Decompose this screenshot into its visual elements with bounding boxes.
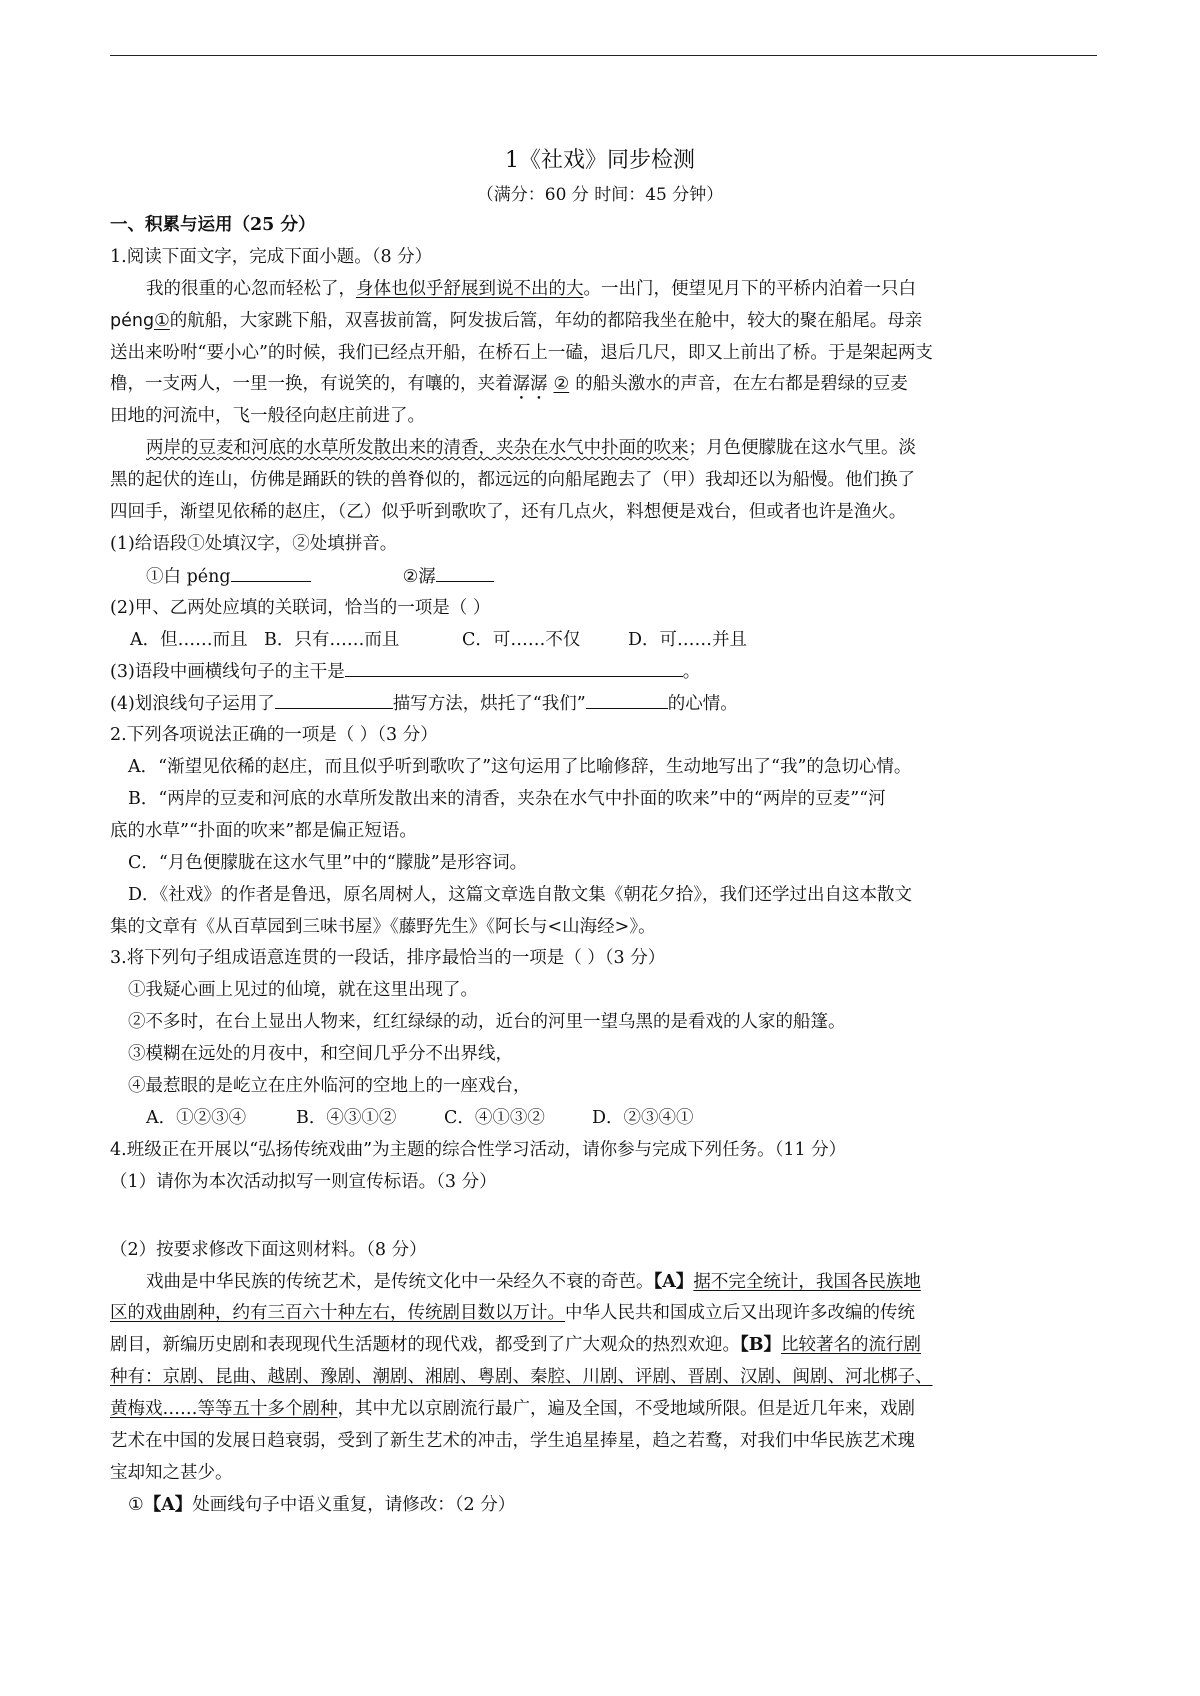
option-b-cont: 底的水草”“扑面的吹来”都是偏正短语。 [110,820,417,841]
question-text: (3)语段中画横线句子的主干是 [110,662,345,683]
passage-line [110,369,1098,401]
material-text: ，其中尤以京剧流行最广，遍及全国，不受地域所限。但是近几年来，戏剧 [337,1399,915,1420]
page-title: 1《社戏》同步检测 [505,148,695,173]
answer-blank[interactable] [436,561,494,582]
underlined-sentence: 比较著名的流行剧 [781,1335,922,1356]
answer-blank[interactable] [231,561,311,582]
option-d-cont: 集的文章有《从百草园到三味书屋》《藤野先生》《阿长与<山海经>》。 [110,916,656,937]
passage-line: 田地的河流中，飞一般径向赵庄前进了。 [110,406,425,427]
pinyin-text: péng [110,310,155,331]
options-line [110,625,1098,657]
header-rule [110,55,1097,56]
options-line [110,1103,1098,1135]
underlined-sentence: 黄梅戏……等等五十多个剧种 [110,1399,338,1420]
passage-line: 黑的起伏的连山，仿佛是踊跃的铁的兽脊似的，都远远的向船尾跑去了（甲）我却还以为船慢。他们换了 [110,470,915,491]
answer-blank[interactable] [275,688,393,709]
question-3: 3.将下列句子组成语意连贯的一段话，排序最恰当的一项是（ ）（3 分） [110,948,666,969]
answer-blank[interactable] [586,688,668,709]
answer-line [110,561,1098,593]
answer-space[interactable] [110,1199,1098,1235]
task-number: ① [128,1494,144,1515]
blank-marker-1: ① [154,310,170,331]
dotted-character: 潺潺 [512,374,548,395]
sentence-item: ②不多时，在台上显出人物来，红红绿绿的动，近台的河里一望乌黑的是看戏的人家的船篷。 [128,1012,846,1033]
sub-question-3 [110,656,1098,688]
task-text: 处画线句子中语义重复，请修改：（2 分） [192,1494,516,1515]
passage-text: 的航船，大家跳下船，双喜拔前篙，阿发拔后篙，年幼的都陪我坐在舱中，较大的聚在船尾。母亲 [169,310,923,331]
material-line: 宝却知之甚少。 [110,1462,233,1483]
material-line [110,1298,1098,1330]
option-a[interactable]: A．“渐望见依稀的赵庄，而且似乎听到歌吹了”这句运用了比喻修辞，生动地写出了“我”的急切心情。 [128,757,912,778]
option-b[interactable]: B．“两岸的豆麦和河底的水草所发散出来的清香，夹杂在水气中扑面的吹来”中的“两岸的豆麦”“河 [128,789,886,810]
passage-line [110,274,1098,306]
passage-line [110,433,1098,465]
tag-a: 【A】 [653,1271,694,1292]
sentence-item: ④最惹眼的是屹立在庄外临河的空地上的一座戏台， [128,1076,531,1097]
question-text: 描写方法，烘托了“我们” [392,694,586,715]
material-text: 中华人民共和国成立后又出现许多改编的传统 [565,1303,915,1324]
blank-marker-2: ② [553,374,570,395]
passage-line: 送出来吩咐“要小心”的时候，我们已经点开船，在桥石上一磕，退后几尺，即又上前出了桥。于是架起两支 [110,342,933,363]
passage-text: 。一出门，便望见月下的平桥内泊着一只白 [583,278,916,299]
answer-blank[interactable] [345,656,683,677]
sub-question-1: (1)给语段①处填汉字，②处填拼音。 [110,533,398,554]
question-text: 的心情。 [667,694,738,715]
material-line [110,1394,1098,1426]
material-text: 戏曲是中华民族的传统艺术，是传统文化中一朵经久不衰的奇芭。 [146,1271,654,1292]
option[interactable]: C．④①③② [444,1107,545,1128]
sub-question-4-2: （2）按要求修改下面这则材料。（8 分） [110,1239,427,1260]
passage-text: 的船头激水的声音，在左右都是碧绿的豆麦 [575,374,908,395]
sub-question-2: (2)甲、乙两处应填的关联词，恰当的一项是（ ） [110,597,491,618]
option[interactable]: B．④③①② [296,1107,397,1128]
passage-line [110,306,1098,338]
option[interactable]: D．②③④① [592,1107,694,1128]
option[interactable]: A．但……而且 [130,629,248,650]
passage-text: 橹，一支两人，一里一换，有说笑的，有嚷的，夹着 [110,374,513,395]
answer-prompt: ②潺 [402,566,436,587]
passage-text: ；月色便朦胧在这水气里。淡 [688,438,916,459]
option[interactable]: D．可……并且 [628,629,748,650]
page-subtitle: （满分：60 分 时间：45 分钟） [476,185,724,205]
sub-question-4-1: （1）请你为本次活动拟写一则宣传标语。（3 分） [110,1171,497,1192]
question-4: 4.班级正在开展以“弘扬传统戏曲”为主题的综合性学习活动，请你参与完成下列任务。（11 分） [110,1139,847,1160]
question-1-intro: 1.阅读下面文字，完成下面小题。（8 分） [110,246,433,267]
sentence-item: ①我疑心画上见过的仙境，就在这里出现了。 [128,980,478,1001]
sentence-item: ③模糊在远处的月夜中，和空间几乎分不出界线， [128,1044,513,1065]
option[interactable]: C．可……不仅 [462,629,581,650]
option[interactable]: B．只有……而且 [264,629,400,650]
question-text: (4)划浪线句子运用了 [110,694,275,715]
option-d[interactable]: D．《社戏》的作者是鲁迅，原名周树人，这篇文章选自散文集《朝花夕拾》，我们还学过出自这本散文 [128,884,913,905]
underlined-sentence: 种有：京剧、昆曲、越剧、豫剧、潮剧、湘剧、粤剧、秦腔、川剧、评剧、晋剧、汉剧、闽剧、河北梆子、 [110,1367,933,1388]
material-line [110,1362,1098,1394]
tag-b: 【B】 [740,1335,782,1356]
material-line [110,1330,1098,1362]
underlined-sentence: 身体也似乎舒展到说不出的大 [356,278,584,299]
wavy-underlined-sentence: 两岸的豆麦和河底的水草所发散出来的清香，夹杂在水气中扑面的吹来 [146,438,689,459]
material-line: 艺术在中国的发展日趋衰弱，受到了新生艺术的冲击，学生追星捧星，趋之若鹜，对我们中华民族艺术瑰 [110,1430,915,1451]
option[interactable]: A．①②③④ [146,1107,247,1128]
underlined-sentence: 区的戏曲剧种，约有三百六十种左右，传统剧目数以万计。 [110,1303,565,1324]
sub-question-4 [110,688,1098,720]
answer-prompt: ①白 péng [146,566,231,587]
section-heading: 一、积累与运用（25 分） [110,215,316,235]
document-body [110,210,1098,1522]
underlined-sentence: 据不完全统计，我国各民族地 [693,1271,921,1292]
question-2: 2.下列各项说法正确的一项是（ ）（3 分） [110,725,438,746]
question-text: 。 [682,662,701,683]
material-line [110,1267,1098,1299]
passage-text: 我的很重的心忽而轻松了， [146,278,356,299]
option-c[interactable]: C．“月色便朦胧在这水气里”中的“朦胧”是形容词。 [128,852,528,873]
material-text: 剧目，新编历史剧和表现现代生活题材的现代戏，都受到了广大观众的热烈欢迎。 [110,1335,740,1356]
tag-a: 【A】 [143,1494,193,1515]
passage-line: 四回手，渐望见依稀的赵庄，（乙）似乎听到歌吹了，还有几点火，料想便是戏台，但或者也许是渔火。 [110,502,907,523]
sub-task-1 [110,1490,1098,1522]
